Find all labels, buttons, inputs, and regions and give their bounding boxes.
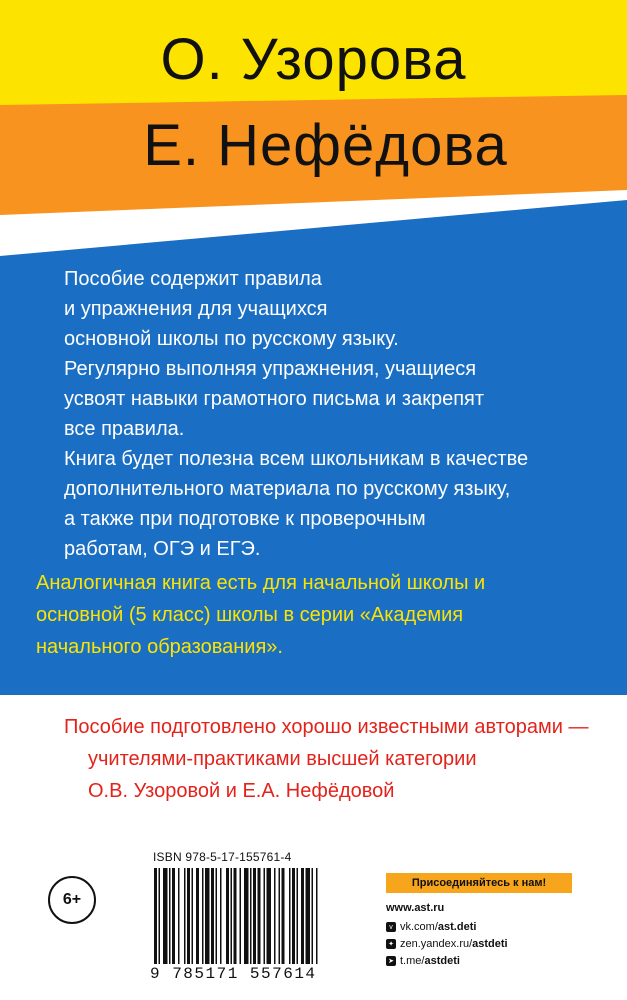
social-prefix: t.me/ bbox=[400, 955, 425, 967]
description-line: Регулярно выполняя упражнения, учащиеся bbox=[64, 358, 477, 380]
description-line: Книга будет полезна всем школьникам в качестве bbox=[64, 448, 529, 470]
description-line: все правила. bbox=[64, 418, 185, 440]
vk-icon: v bbox=[386, 922, 396, 932]
zen-icon: ✦ bbox=[386, 939, 396, 949]
social-zen[interactable] bbox=[386, 938, 508, 950]
analog-line: начального образования». bbox=[36, 636, 283, 658]
analog-line: Аналогичная книга есть для начальной школы и bbox=[36, 572, 486, 594]
barcode-number: 9 785171 557614 bbox=[150, 965, 317, 983]
social-vk[interactable] bbox=[386, 921, 476, 933]
website-link[interactable]: www.ast.ru bbox=[386, 902, 445, 914]
authors-note-line: учителями-практиками высшей категории bbox=[88, 748, 477, 770]
isbn-text: ISBN 978-5-17-155761-4 bbox=[153, 850, 292, 864]
social-handle: ast.deti bbox=[437, 921, 477, 933]
authors-note-line: Пособие подготовлено хорошо известными авторами — bbox=[64, 716, 589, 738]
social-prefix: vk.com/ bbox=[400, 921, 438, 933]
telegram-icon: ➤ bbox=[386, 956, 396, 966]
authors-note-line: О.В. Узоровой и Е.А. Нефёдовой bbox=[88, 780, 395, 802]
join-us-banner: Присоединяйтесь к нам! bbox=[386, 873, 572, 893]
age-rating-badge: 6+ bbox=[48, 876, 96, 924]
social-prefix: zen.yandex.ru/ bbox=[400, 938, 473, 950]
barcode-block bbox=[150, 850, 380, 990]
author-2: Е. Нефёдова bbox=[143, 113, 508, 178]
description-line: Пособие содержит правила bbox=[64, 268, 322, 290]
author-1: О. Узорова bbox=[160, 27, 467, 92]
barcode-icon bbox=[150, 868, 374, 964]
description-line: усвоят навыки грамотного письма и закрепят bbox=[64, 388, 485, 410]
description-line: и упражнения для учащихся bbox=[64, 298, 328, 320]
analog-line: основной (5 класс) школы в серии «Академия bbox=[36, 604, 464, 626]
description-line: дополнительного материала по русскому языку, bbox=[64, 478, 511, 500]
description bbox=[64, 264, 604, 564]
description-line: работам, ОГЭ и ЕГЭ. bbox=[64, 538, 261, 560]
social-telegram[interactable] bbox=[386, 955, 460, 967]
social-handle: astdeti bbox=[472, 938, 508, 950]
description-line: основной школы по русскому языку. bbox=[64, 328, 399, 350]
description-line: а также при подготовке к проверочным bbox=[64, 508, 426, 530]
social-handle: astdeti bbox=[424, 955, 460, 967]
